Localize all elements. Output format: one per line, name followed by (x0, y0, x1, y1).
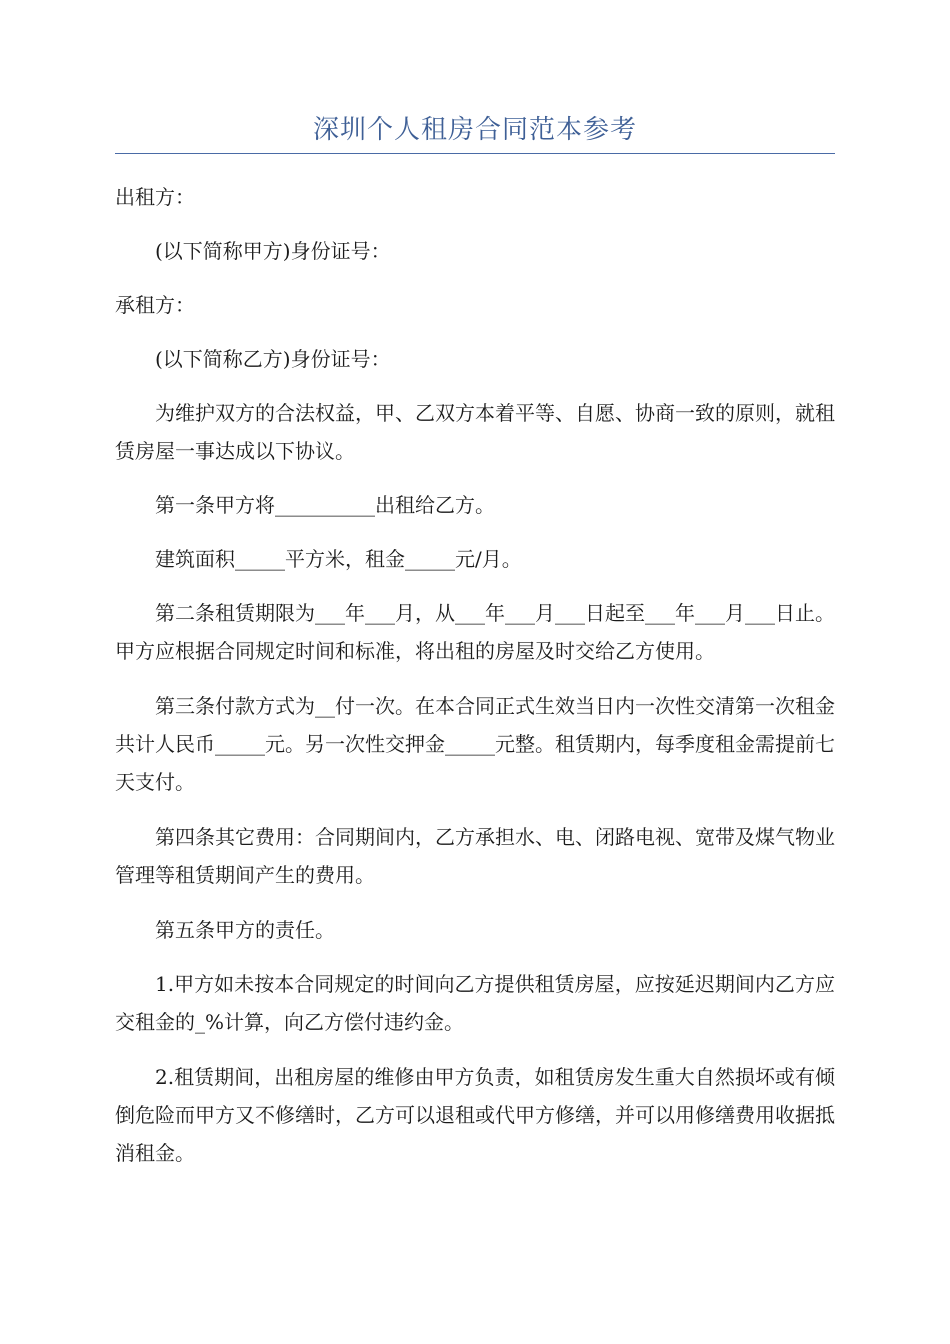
paragraph-clause-1: 1.甲方如未按本合同规定的时间向乙方提供租赁房屋，应按延迟期间内乙方应交租金的_%计算，向乙方偿付违约金。 (115, 972, 835, 1034)
paragraph-preamble: 为维护双方的合法权益，甲、乙双方本着平等、自愿、协商一致的原则，就租赁房屋一事达成以下协议。 (115, 401, 835, 463)
paragraph-area-rent: 建筑面积_____平方米，租金_____元/月。 (155, 547, 522, 571)
paragraph-lessor-id: (以下简称甲方)身份证号： (155, 239, 391, 263)
paragraph-article-1: 第一条甲方将__________出租给乙方。 (155, 493, 495, 517)
paragraph-lessee: 承租方： (115, 293, 195, 317)
paragraph-article-5: 第五条甲方的责任。 (155, 918, 335, 942)
paragraph-article-2: 第二条租赁期限为___年___月，从___年___月___日起至___年___月___日止。甲方应根据合同规定时间和标准，将出租的房屋及时交给乙方使用。 (115, 601, 835, 663)
paragraph-lessee-id: (以下简称乙方)身份证号： (155, 347, 391, 371)
document-title: 深圳个人租房合同范本参考 (312, 115, 637, 145)
paragraph-article-3: 第三条付款方式为__付一次。在本合同正式生效当日内一次性交清第一次租金共计人民币_____元。另一次性交押金_____元整。租赁期内，每季度租金需提前七天支付。 (115, 694, 835, 794)
paragraph-article-4: 第四条其它费用：合同期间内，乙方承担水、电、闭路电视、宽带及煤气物业管理等租赁期间产生的费用。 (115, 825, 835, 887)
document-body (115, 178, 835, 1172)
paragraph-clause-2: 2.租赁期间，出租房屋的维修由甲方负责，如租赁房发生重大自然损坏或有倾倒危险而甲方又不修缮时，乙方可以退租或代甲方修缮，并可以用修缮费用收据抵消租金。 (115, 1065, 835, 1165)
paragraph-lessor: 出租方： (115, 185, 195, 209)
title-divider (115, 153, 835, 154)
